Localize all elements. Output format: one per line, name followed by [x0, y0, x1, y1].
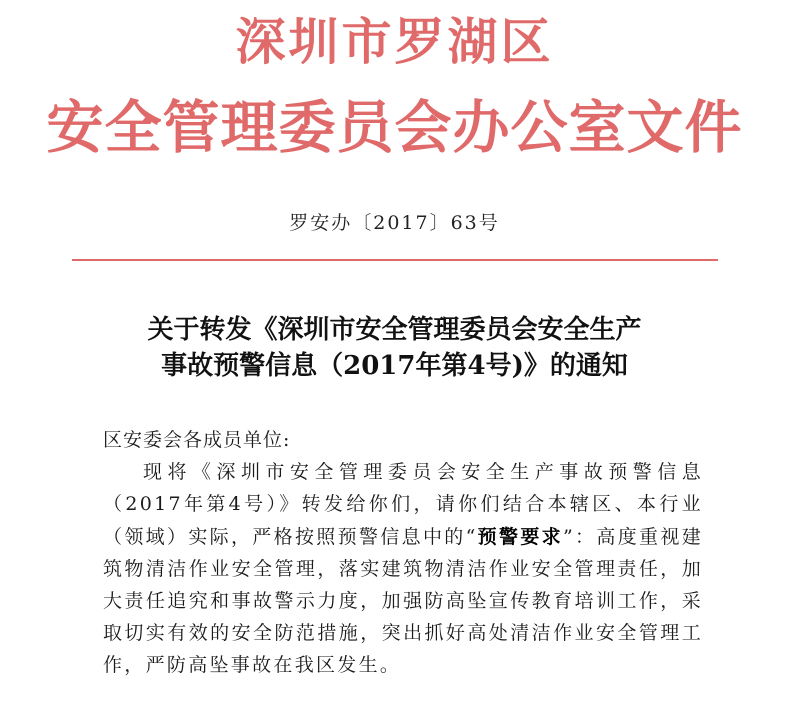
- notice-title-line1: 关于转发《深圳市安全管理委员会安全生产: [147, 315, 642, 345]
- document-body: [103, 424, 703, 682]
- paragraph-text-before: 现将《深圳市安全管理委员会安全生产事故预警信息（2017年第4号）》转发给你们，请你们结合本辖区、本行业（领域）实际，严格按照预警信息中的“: [103, 461, 703, 548]
- salutation: 区安委会各成员单位:: [103, 429, 291, 451]
- body-paragraph: [103, 456, 703, 681]
- emphasis-warning-requirements: 预警要求: [477, 525, 563, 548]
- issuing-org-name: 深圳市罗湖区: [235, 13, 554, 71]
- paragraph-text-after: ”：高度重视建筑物清洁作业安全管理，落实建筑物清洁作业安全管理责任，加大责任追究和事故警示力度，加强防高坠宣传教育培训工作，采取切实有效的安全防范措施，突出抓好高处清洁作业安全管理工作，严防高坠事故在我区发生。: [103, 525, 703, 677]
- document-number: 罗安办〔2017〕63号: [289, 212, 500, 234]
- document-type-heading: 安全管理委员会办公室文件: [46, 95, 743, 161]
- red-divider-line: [72, 259, 718, 261]
- notice-title-line2: 事故预警信息（2017年第4号)》的通知: [161, 351, 628, 381]
